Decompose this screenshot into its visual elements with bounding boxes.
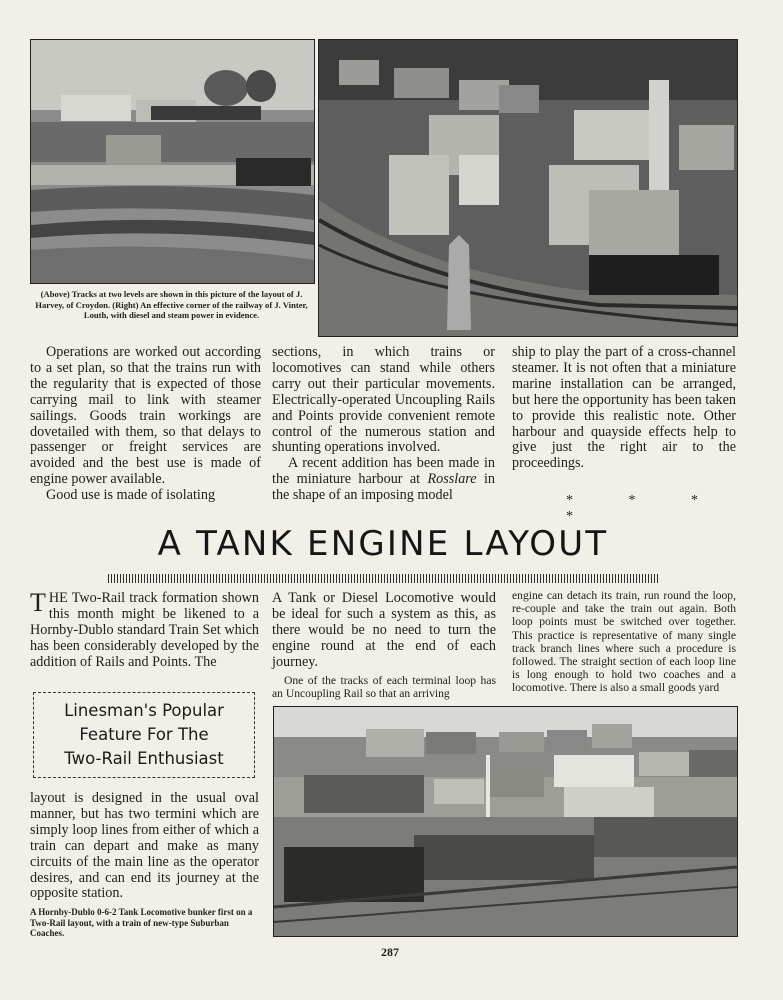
article-top-col2-para2 xyxy=(272,456,495,504)
photo-harvey-layout xyxy=(30,39,315,284)
photo-top-caption: (Above) Tracks at two levels are shown in this picture of the layout of J. Harvey, of Croydon. (Right) An effective corner of the railway of J. Vinter, Louth, with diesel and steam power in evidence. xyxy=(35,289,308,320)
article-main-column-2-small xyxy=(272,674,496,700)
article-top-col3-para1: ship to play the part of a cross-channel steamer. It is not often that a miniature marine installation can be arranged, but here the opportunity has been taken to provide this realistic note. Other harbour and quayside effects help to give just the right air to the proceedings. xyxy=(512,344,736,472)
article-top-col2-para1: sections, in which trains or locomotives can stand while others carry out their particular movements. Electrically-operated Uncoupling Rails and Points provide convenient remote control of the numerous station and shunting operations involved. xyxy=(272,344,495,456)
article-top-column-1 xyxy=(30,345,261,504)
section-divider-stars: * * * * xyxy=(566,493,724,524)
feature-box xyxy=(33,692,255,778)
article-top-col2-para2-text: A recent addition has been made in the miniature harbour at xyxy=(272,455,495,488)
article-top-col1-para1: Operations are worked out according to a set plan, so that the trains run with the regularity that is expected of those carrying mail to link with steamer sailings. Goods train workings are dovetailed with them, so that delays to passenger or freight services are avoided and the best use is made of engine power available. xyxy=(30,344,261,488)
drop-cap: T xyxy=(30,588,46,617)
article-main-col3-para1: engine can detach its train, run round the loop, re-couple and take the train out again. Both loop points must be switched over together. This practice is representative of many single track branch lines where such a procedure is followed. The straight section of each loop line is long enough to hold two coaches and a locomotive. There is also a small goods yard xyxy=(512,589,736,695)
feature-box-line-2: Feature For The xyxy=(79,725,209,744)
article-top-col2-italic: Rosslare xyxy=(427,471,477,488)
article-main-column-2 xyxy=(272,591,496,671)
photo-tank-locomotive xyxy=(273,706,738,937)
article-main-col1-para1-text: HE Two-Rail track formation shown this month might be likened to a Hornby-Dublo standard Train Set which has been considerably developed by the addition of Rails and Points. The xyxy=(30,590,259,670)
article-top-column-3 xyxy=(512,345,736,472)
article-top-col2-para2-end: in the shape of an imposing model xyxy=(272,471,495,504)
feature-box-line-3: Two-Rail Enthusiast xyxy=(64,749,224,768)
article-top-col1-para2: Good use is made of isolating xyxy=(46,487,216,504)
article-main-column-3 xyxy=(512,589,736,695)
article-top-column-2 xyxy=(272,345,495,504)
photo-vinter-railway xyxy=(318,39,738,337)
photo-bottom-caption: A Hornby-Dublo 0-6-2 Tank Locomotive bunker first on a Two-Rail layout, with a train of new-type Suburban Coaches. xyxy=(30,907,253,938)
article-main-column-1-continued xyxy=(30,791,259,902)
article-main-col2-para2: One of the tracks of each terminal loop has an Uncoupling Rail so that an arriving xyxy=(272,674,496,701)
page-number: 287 xyxy=(381,945,399,959)
article-main-col1-para1 xyxy=(30,588,259,671)
feature-box-line-1: Linesman's Popular xyxy=(64,701,224,720)
page-title: A TANK ENGINE LAYOUT xyxy=(157,524,609,564)
article-main-column-1 xyxy=(30,588,259,671)
headline-rule xyxy=(108,574,658,583)
article-main-col1-para2: layout is designed in the usual oval manner, but has two termini which are simply loop lines from either of which a train can depart and make as many circuits of the main line as the operator desires, and can end its journey at the opposite station. xyxy=(30,790,259,902)
article-main-col2-para1: A Tank or Diesel Locomotive would be ideal for such a system as this, as there would be no need to turn the engine round at the end of each journey. xyxy=(272,590,496,670)
